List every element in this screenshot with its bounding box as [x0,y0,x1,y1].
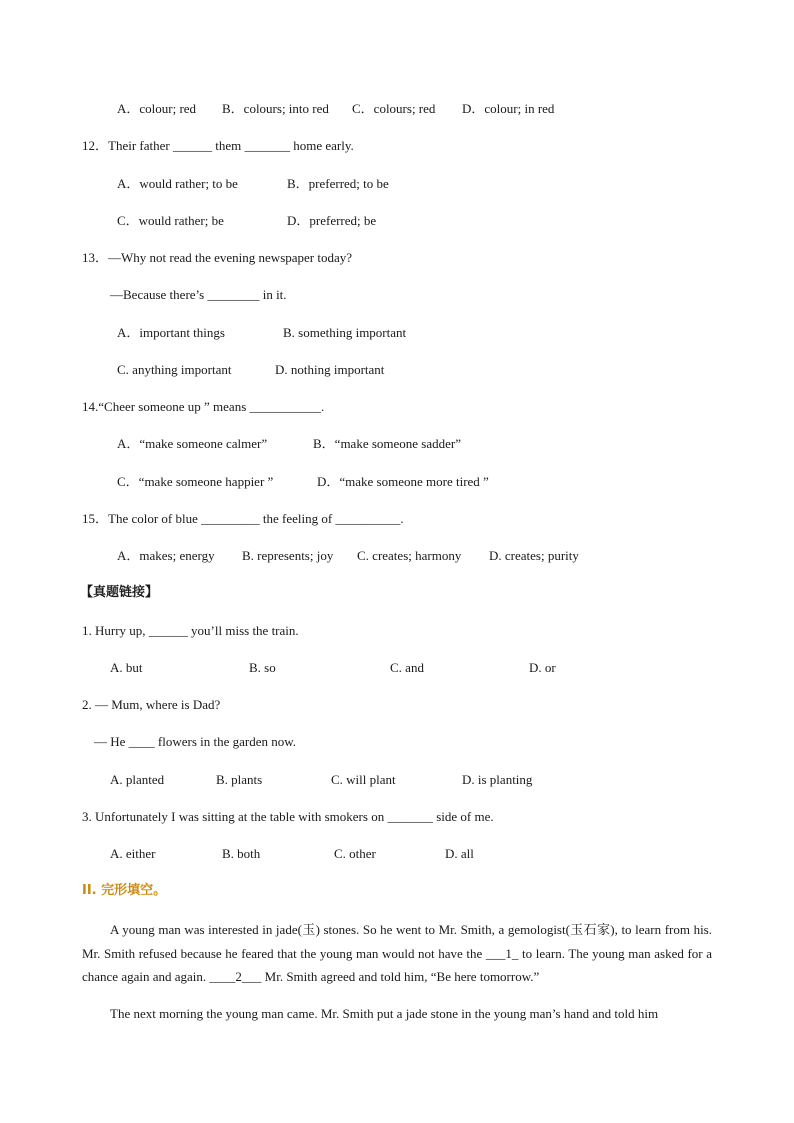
real-q3-option-d: D. all [445,846,474,861]
q13-option-a: A．important things [117,325,225,340]
real-q2-stem-answer: — He ____ flowers in the garden now. [94,734,297,749]
real-q2-stem: 2. — Mum, where is Dad? [82,697,221,712]
real-q3-option-c: C. other [334,846,376,861]
q14-option-d: D．“make someone more tired ” [317,474,489,489]
q15-option-c: C. creates; harmony [357,548,462,563]
q13-stem: 13．—Why not read the evening newspaper today? [82,250,353,265]
q15-stem: 15．The color of blue _________ the feeling of __________. [82,511,404,526]
real-q3-option-b: B. both [222,846,261,861]
q12-stem: 12．Their father ______ them _______ home early. [82,138,354,153]
real-q1-option-d: D. or [529,660,556,675]
q14-option-b: B．“make someone sadder” [313,436,462,451]
q14-option-c: C．“make someone happier ” [117,474,274,489]
q15-option-a: A．makes; energy [117,548,215,563]
real-q2-option-c: C. will plant [331,772,396,787]
cloze-passage-paragraph-1: A young man was interested in jade(玉) stones. So he went to Mr. Smith, a gemologist(玉石家), to learn from his. Mr. Smith refused because he feared that the young man would not have the ___1_ to learn. The young man asked for a chance again and again. ____2___ Mr. Smith agreed and told him, “Be here tomorrow.” [82,922,712,984]
q13-option-b: B. something important [283,325,407,340]
q13-stem-answer: —Because there’s ________ in it. [110,287,287,302]
cloze-passage-paragraph-2: The next morning the young man came. Mr. Smith put a jade stone in the young man’s hand and told him [110,1006,659,1021]
q14-stem: 14.“Cheer someone up ” means ___________. [82,399,325,414]
q12-option-d: D．preferred; be [287,213,377,228]
q12-option-b: B．preferred; to be [287,176,389,191]
real-q3-stem: 3. Unfortunately I was sitting at the table with smokers on _______ side of me. [82,809,494,824]
real-q1-option-c: C. and [390,660,424,675]
q11-option-a: A．colour; red [117,101,197,116]
section-heading-real-exam: 【真题链接】 [80,585,159,600]
q13-option-d: D. nothing important [275,362,385,377]
q15-option-b: B. represents; joy [242,548,334,563]
q11-option-c: C．colours; red [352,101,436,116]
real-q1-option-b: B. so [249,660,276,675]
real-q1-option-a: A. but [110,660,143,675]
q14-option-a: A．“make someone calmer” [117,436,268,451]
q11-option-b: B．colours; into red [222,101,329,116]
real-q2-option-a: A. planted [110,772,165,787]
q15-option-d: D. creates; purity [489,548,579,563]
q12-option-c: C．would rather; be [117,213,224,228]
q13-option-c: C. anything important [117,362,232,377]
real-q2-option-d: D. is planting [462,772,533,787]
real-q3-option-a: A. either [110,846,156,861]
real-q1-stem: 1. Hurry up, ______ you’ll miss the train. [82,623,299,638]
real-q2-option-b: B. plants [216,772,263,787]
q11-option-d: D．colour; in red [462,101,555,116]
q12-option-a: A．would rather; to be [117,176,238,191]
section-heading-cloze: II. 完形填空。 [82,883,167,898]
